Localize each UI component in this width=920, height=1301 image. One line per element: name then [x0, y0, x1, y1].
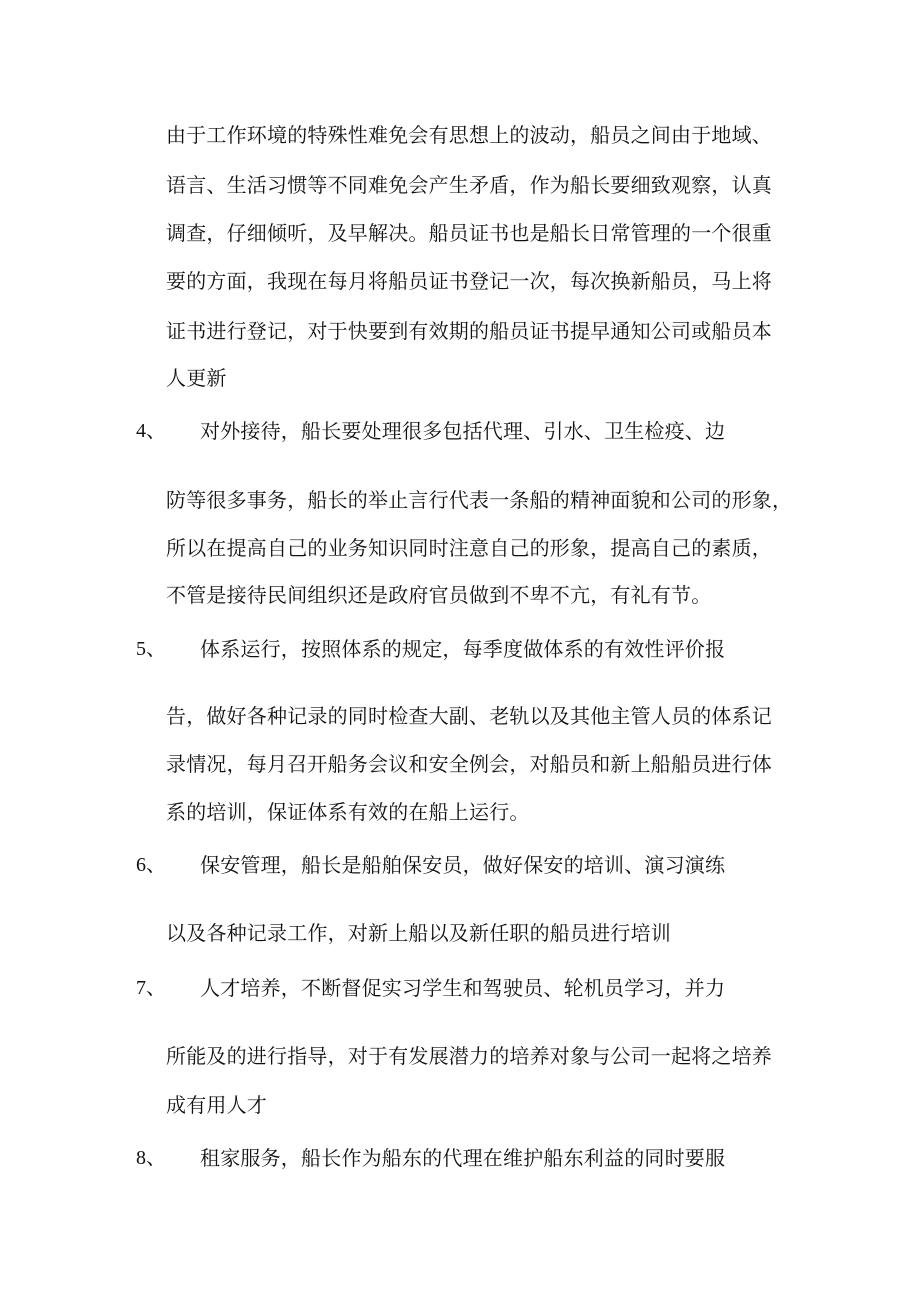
intro-line-4: 要的方面，我现在每月将船员证书登记一次，每次换新船员，马上将: [166, 269, 772, 293]
item-8-number: 8、: [136, 1147, 166, 1169]
item-5-line-3: 系的培训，保证体系有效的在船上运行。: [166, 800, 530, 824]
item-7-heading: 人才培养，不断督促实习学生和驾驶员、轮机员学习，并力: [200, 976, 726, 1000]
intro-line-1: 由于工作环境的特殊性难免会有思想上的波动，船员之间由于地域、: [166, 123, 772, 147]
item-5-heading: 体系运行，按照体系的规定，每季度做体系的有效性评价报: [200, 637, 726, 661]
item-5-line-1: 告，做好各种记录的同时检查大副、老轨以及其他主管人员的体系记: [166, 704, 772, 728]
item-4-heading: 对外接待，船长要处理很多包括代理、引水、卫生检疫、边: [200, 419, 726, 443]
item-4-line-2: 所以在提高自己的业务知识同时注意自己的形象，提高自己的素质，: [166, 536, 772, 560]
item-7-line-1: 所能及的进行指导，对于有发展潜力的培养对象与公司一起将之培养: [166, 1044, 772, 1068]
item-4-line-1: 防等很多事务，船长的举止言行代表一条船的精神面貌和公司的形象，: [166, 488, 793, 512]
item-6-heading: 保安管理，船长是船舶保安员，做好保安的培训、演习演练: [200, 853, 726, 877]
intro-line-2: 语言、生活习惯等不同难免会产生矛盾，作为船长要细致观察，认真: [166, 173, 772, 197]
item-5-line-2: 录情况，每月召开船务会议和安全例会，对船员和新上船船员进行体: [166, 752, 772, 776]
item-4-number: 4、: [136, 420, 166, 442]
item-7-number: 7、: [136, 977, 166, 999]
item-4-line-3: 不管是接待民间组织还是政府官员做到不卑不亢，有礼有节。: [166, 583, 712, 607]
item-8-heading: 租家服务，船长作为船东的代理在维护船东利益的同时要服: [200, 1146, 726, 1170]
item-6-line-1: 以及各种记录工作，对新上船以及新任职的船员进行培训: [166, 921, 671, 945]
intro-line-6: 人更新: [166, 366, 227, 390]
item-5-number: 5、: [136, 638, 166, 660]
intro-line-5: 证书进行登记，对于快要到有效期的船员证书提早通知公司或船员本: [166, 319, 772, 343]
intro-line-3: 调查，仔细倾听，及早解决。船员证书也是船长日常管理的一个很重: [166, 221, 772, 245]
item-6-number: 6、: [136, 854, 166, 876]
item-7-line-2: 成有用人才: [166, 1093, 267, 1117]
